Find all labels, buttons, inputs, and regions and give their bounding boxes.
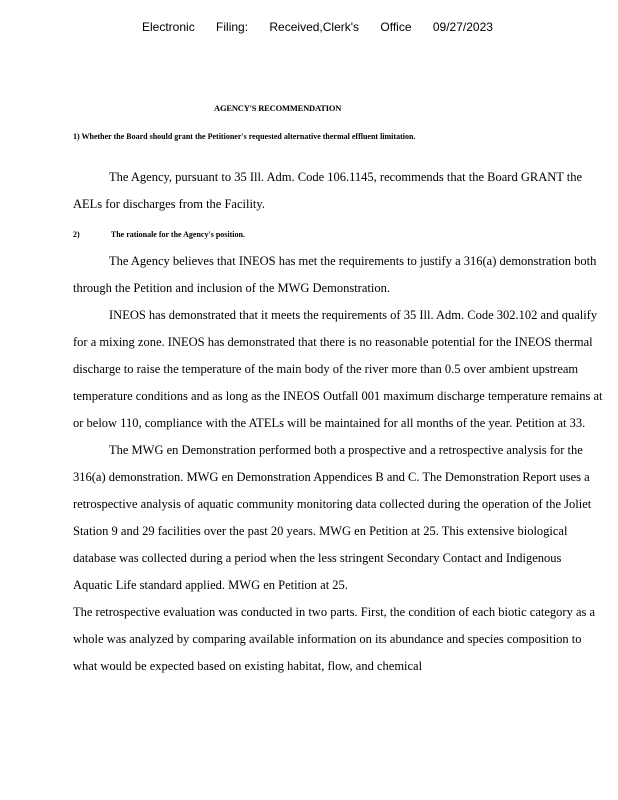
paragraph-5: The retrospective evaluation was conducted in two parts. First, the condition of each biotic category as a whole was analyzed by comparing available information on its abundance and species composition to what would be expected based on existing habitat, flow, and chemical xyxy=(73,605,596,673)
question-2-text: The rationale for the Agency's position. xyxy=(110,230,245,239)
paragraph-1-block xyxy=(73,164,603,218)
paragraph-1: The Agency, pursuant to 35 Ill. Adm. Code 106.1145, recommends that the Board GRANT the AELs for discharges from the Facility. xyxy=(73,170,583,211)
paragraph-2: The Agency believes that INEOS has met the requirements to justify a 316(a) demonstration both through the Petition and inclusion of the MWG Demonstration. xyxy=(73,254,597,295)
question-2-number: 2) xyxy=(73,230,80,239)
electronic-filing-header xyxy=(142,20,493,34)
header-office: Office xyxy=(380,20,412,34)
header-date: 09/27/2023 xyxy=(432,20,493,34)
body-paragraphs xyxy=(73,248,603,680)
section-title: AGENCY'S RECOMMENDATION xyxy=(214,103,342,113)
header-electronic: Electronic xyxy=(142,20,195,34)
question-2 xyxy=(73,230,245,239)
header-filing: Filing: xyxy=(216,20,249,34)
paragraph-3: INEOS has demonstrated that it meets the requirements of 35 Ill. Adm. Code 302.102 and qualify for a mixing zone. INEOS has demonstrated that there is no reasonable potential for the INEOS thermal discharge to raise the temperature of the main body of the river more than 0.5 over ambient upstream temperature conditions and as long as the INEOS Outfall 001 maximum discharge temperature remains at or below 110, compliance with the ATELs will be maintained for all months of the year. Petition at 33. xyxy=(73,308,603,430)
question-1: 1) Whether the Board should grant the Petitioner's requested alternative thermal effluent limitation. xyxy=(73,132,416,141)
header-received-clerk: Received,Clerk's xyxy=(269,20,360,34)
paragraph-4: The MWG en Demonstration performed both a prospective and a retrospective analysis for the 316(a) demonstration. MWG en Demonstration Appendices B and C. The Demonstration Report uses a retrospective analysis of aquatic community monitoring data collected during the operation of the Joliet Station 9 and 29 facilities over the past 20 years. MWG en Petition at 25. This extensive biological database was collected during a period when the less stringent Secondary Contact and Indigenous Aquatic Life standard applied. MWG en Petition at 25. xyxy=(73,443,592,592)
